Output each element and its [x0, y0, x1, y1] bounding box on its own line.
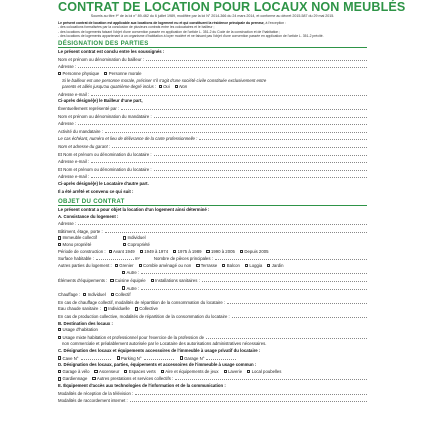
surface-input[interactable]: [96, 255, 134, 260]
autre-equipement-checkbox[interactable]: [122, 286, 125, 289]
bailleur-address-field[interactable]: Adresse :: [58, 63, 367, 71]
terrasse-checkbox[interactable]: [196, 264, 199, 267]
jardin-checkbox[interactable]: [267, 264, 270, 267]
usage-mixte-checkbox[interactable]: [58, 336, 61, 339]
profession-input[interactable]: [206, 334, 367, 339]
cuisine-equipee-checkbox[interactable]: [110, 279, 113, 282]
carte-pro-field[interactable]: Le cas échéant, numéro et lieu de délivrance de la carte professionnelle :: [58, 135, 367, 143]
balcon-checkbox[interactable]: [222, 264, 225, 267]
objet-intro: Le présent contrat a pour objet la location d'un logement ainsi déterminé :: [58, 207, 210, 213]
local-poubelles-checkbox[interactable]: [247, 370, 250, 373]
garage-input[interactable]: [206, 355, 236, 360]
document-subtitle: Soumis au titre Iᵉʳ de la loi n° 89-462 du 6 juillet 1989, modifiée par la loi N° 2014-366 du 24 mars 2014, et conforme au décret 2015-587 du 29 mai 2015.: [90, 14, 335, 18]
non-checkbox[interactable]: [175, 85, 178, 88]
preamble-intro: Le présent contrat de location est applicable aux locations de logement nu et qui constituent la résidence principale du preneur,: [58, 21, 265, 25]
regime-row: Mono propriété Copropriété: [58, 242, 367, 249]
locaux-communs-row: Garage à vélo Ascenseur Espaces verts Aire et équipements de jeux Laverie Local poubelles: [58, 369, 367, 376]
type-immeuble-row: Immeuble collectif Individuel: [58, 235, 367, 242]
autre-partie-checkbox[interactable]: [122, 271, 125, 274]
bailleur-type-row: Personne physique Personne morale: [58, 71, 367, 78]
chauffage-row: Chauffage : Individuel Collectif: [58, 292, 131, 298]
section-divider: [58, 47, 367, 48]
garage-velo-checkbox[interactable]: [58, 370, 61, 373]
periode-1990-2005-checkbox[interactable]: [206, 250, 209, 253]
sci-question-2: parents et alliés jusqu'au quatrième degré inclus : Oui Non: [62, 84, 188, 90]
periode-depuis-2005-checkbox[interactable]: [240, 250, 243, 253]
chauffage-individuel-checkbox[interactable]: [83, 293, 86, 296]
bailleur-name-field[interactable]: Nom et prénom ou dénomination du bailleur :: [58, 56, 367, 64]
parking-checkbox[interactable]: [117, 356, 120, 359]
garant-field[interactable]: Nom et adresse du garant :: [58, 143, 367, 151]
destination-title: B. Destination des locaux :: [58, 320, 113, 326]
cave-input[interactable]: [81, 355, 111, 360]
preamble-intro-rest: à l'exception :: [264, 21, 287, 25]
periode-1975-1989-checkbox[interactable]: [173, 250, 176, 253]
espaces-verts-checkbox[interactable]: [124, 370, 127, 373]
mono-propriete-checkbox[interactable]: [58, 243, 61, 246]
sci-question: Si le bailleur est une personne morale, préciser s'il s'agit d'une société civile constituée exclusivement entre: [62, 77, 267, 83]
aire-jeux-checkbox[interactable]: [161, 370, 164, 373]
eau-collective-checkbox[interactable]: [135, 307, 138, 310]
document-title: CONTRAT DE LOCATION POUR LOCAUX NON MEUBLÉS: [58, 0, 406, 14]
chauffage-collectif-checkbox[interactable]: [111, 293, 114, 296]
bailleur-email-field[interactable]: Adresse e-mail :: [58, 91, 367, 99]
raccordement-internet-field[interactable]: Modalités de raccordement internet :: [58, 397, 367, 405]
usage-habitation-checkbox[interactable]: [58, 328, 61, 331]
surface-row: Surface habitable : m² Nombre de pièces principales :: [58, 255, 367, 263]
autres-parties-autre-row: Autre :: [58, 269, 367, 277]
equipements-autre-row: Autre :: [58, 285, 367, 293]
periode-1949-1974-checkbox[interactable]: [140, 250, 143, 253]
laverie-checkbox[interactable]: [224, 370, 227, 373]
section-title-objet: OBJET DU CONTRAT: [58, 198, 125, 206]
autres-parties-row: Autres parties du logement : Grenier Comble aménagé ou non Terrasse Balcon Loggia Jardin: [58, 262, 284, 268]
installations-sanitaires-checkbox[interactable]: [151, 279, 154, 282]
eau-individuelle-checkbox[interactable]: [104, 307, 107, 310]
preamble-exception-3: - des locations de logements appartenant à un organisme d'habitation à loyer modéré et ne faisant pas l'objet d'une convention passée en application de l'article L. 351-2 précité.: [58, 33, 324, 38]
cave-checkbox[interactable]: [58, 356, 61, 359]
usage-mixte-note: non commerciale et préalablement autorisée par le Locataire des autorisations administratives nécessaires.: [62, 341, 267, 347]
ascenseur-checkbox[interactable]: [94, 370, 97, 373]
representant-field[interactable]: Éventuellement représenté par :: [58, 105, 367, 113]
periode-avant-1949-checkbox[interactable]: [109, 250, 112, 253]
convenu-statement: Il a été arrêté et convenu ce qui suit :: [58, 189, 134, 195]
tic-title: E. Équipement d'accès aux technologies de l'information et de la communication :: [58, 382, 226, 388]
logement-address-field[interactable]: Adresse :: [58, 220, 367, 228]
mandataire-activity-field[interactable]: Activité du mandataire :: [58, 128, 367, 136]
reception-tv-field[interactable]: Modalités de réception de la télévision :: [58, 390, 367, 398]
preamble-exception-1: - des colocations formalisées par la conclusion de plusieurs contrats entre les colocataires et le bailleur ;: [58, 25, 215, 30]
usage-habitation-row: Usage d'habitation: [58, 327, 367, 334]
locataire-designation: Ci-après désigné(e) le Locataire d'autre part.: [58, 180, 149, 186]
autre-partie-input[interactable]: [141, 269, 367, 274]
section-divider: [58, 205, 367, 206]
autre-equipement-input[interactable]: [141, 285, 367, 290]
gardiennage-checkbox[interactable]: [58, 377, 61, 380]
equipements-row: Éléments d'équipements : Cuisine équipée Installations sanitaires :: [58, 277, 367, 285]
consistance-title: A. Consistance du logement :: [58, 213, 119, 219]
autres-prestations-checkbox[interactable]: [92, 377, 95, 380]
locaux-privatifs-row: Cave N° Parking N° Garage N°: [58, 355, 367, 363]
usage-mixte-row: Usage mixte habitation et professionnel pour l'exercice de la profession de: [58, 334, 367, 342]
loggia-checkbox[interactable]: [245, 264, 248, 267]
grenier-checkbox[interactable]: [115, 264, 118, 267]
individuel-checkbox[interactable]: [123, 236, 126, 239]
eau-chaude-row: Eau chaude sanitaire : Individuelle Collective: [58, 306, 158, 312]
periode-row: Période de construction : Avant 1949 1949 à 1974 1975 à 1989 1990 à 2005 Depuis 2005: [58, 248, 269, 254]
locataire-1-name-field[interactable]: Et Nom et prénom ou dénomination du locataire :: [58, 151, 367, 159]
comble-checkbox[interactable]: [139, 264, 142, 267]
bailleur-designation: Ci-après désigné(e) le Bailleur d'une part,: [58, 98, 143, 104]
oui-checkbox[interactable]: [159, 85, 162, 88]
locaux-communs-title: D. Désignation des locaux, parties, équipements et accessoires de l'immeuble à usage commun :: [58, 362, 257, 368]
parking-input[interactable]: [144, 355, 174, 360]
personne-physique-checkbox[interactable]: [58, 72, 61, 75]
preamble: [58, 21, 367, 38]
batiment-field[interactable]: Bâtiment, étage, porte :: [58, 228, 367, 236]
preamble-exception-2: - des locations de logements faisant l'objet d'une convention passée en application de l'article L. 351-2 du Code de la construction et de l'habitation ;: [58, 29, 281, 34]
nb-pieces-input[interactable]: [215, 255, 367, 260]
chauffage-collectif-field[interactable]: En cas de chauffage collectif, modalités de répartition de la consommation du locataire :: [58, 299, 367, 307]
gardiennage-row: Gardiennage Autres prestations et services collectifs :: [58, 375, 367, 383]
locataire-2-email-field[interactable]: Adresse e-mail :: [58, 173, 367, 181]
locaux-privatifs-title: C. Désignation des locaux et équipements accessoires de l'immeuble à usage privatif du locataire :: [58, 347, 261, 353]
section-title-parties: DÉSIGNATION DES PARTIES: [58, 40, 149, 48]
locataire-2-name-field[interactable]: Et Nom et prénom ou dénomination du locataire :: [58, 166, 367, 174]
installations-input[interactable]: [202, 277, 367, 282]
eau-collective-field[interactable]: En cas de production collective, modalités de répartition de la consommation du locataire :: [58, 313, 367, 321]
locataire-1-email-field[interactable]: Adresse e-mail :: [58, 158, 367, 166]
immeuble-collectif-checkbox[interactable]: [58, 236, 61, 239]
autres-prestations-input[interactable]: [175, 375, 367, 380]
copropriete-checkbox[interactable]: [123, 243, 126, 246]
parties-intro: Le présent contrat est conclu entre les soussignés :: [58, 49, 165, 55]
mandataire-address-field[interactable]: Adresse :: [58, 120, 367, 128]
mandataire-name-field[interactable]: Nom et prénom ou dénomination du mandataire :: [58, 113, 367, 121]
personne-morale-checkbox[interactable]: [104, 72, 107, 75]
garage-checkbox[interactable]: [180, 356, 183, 359]
